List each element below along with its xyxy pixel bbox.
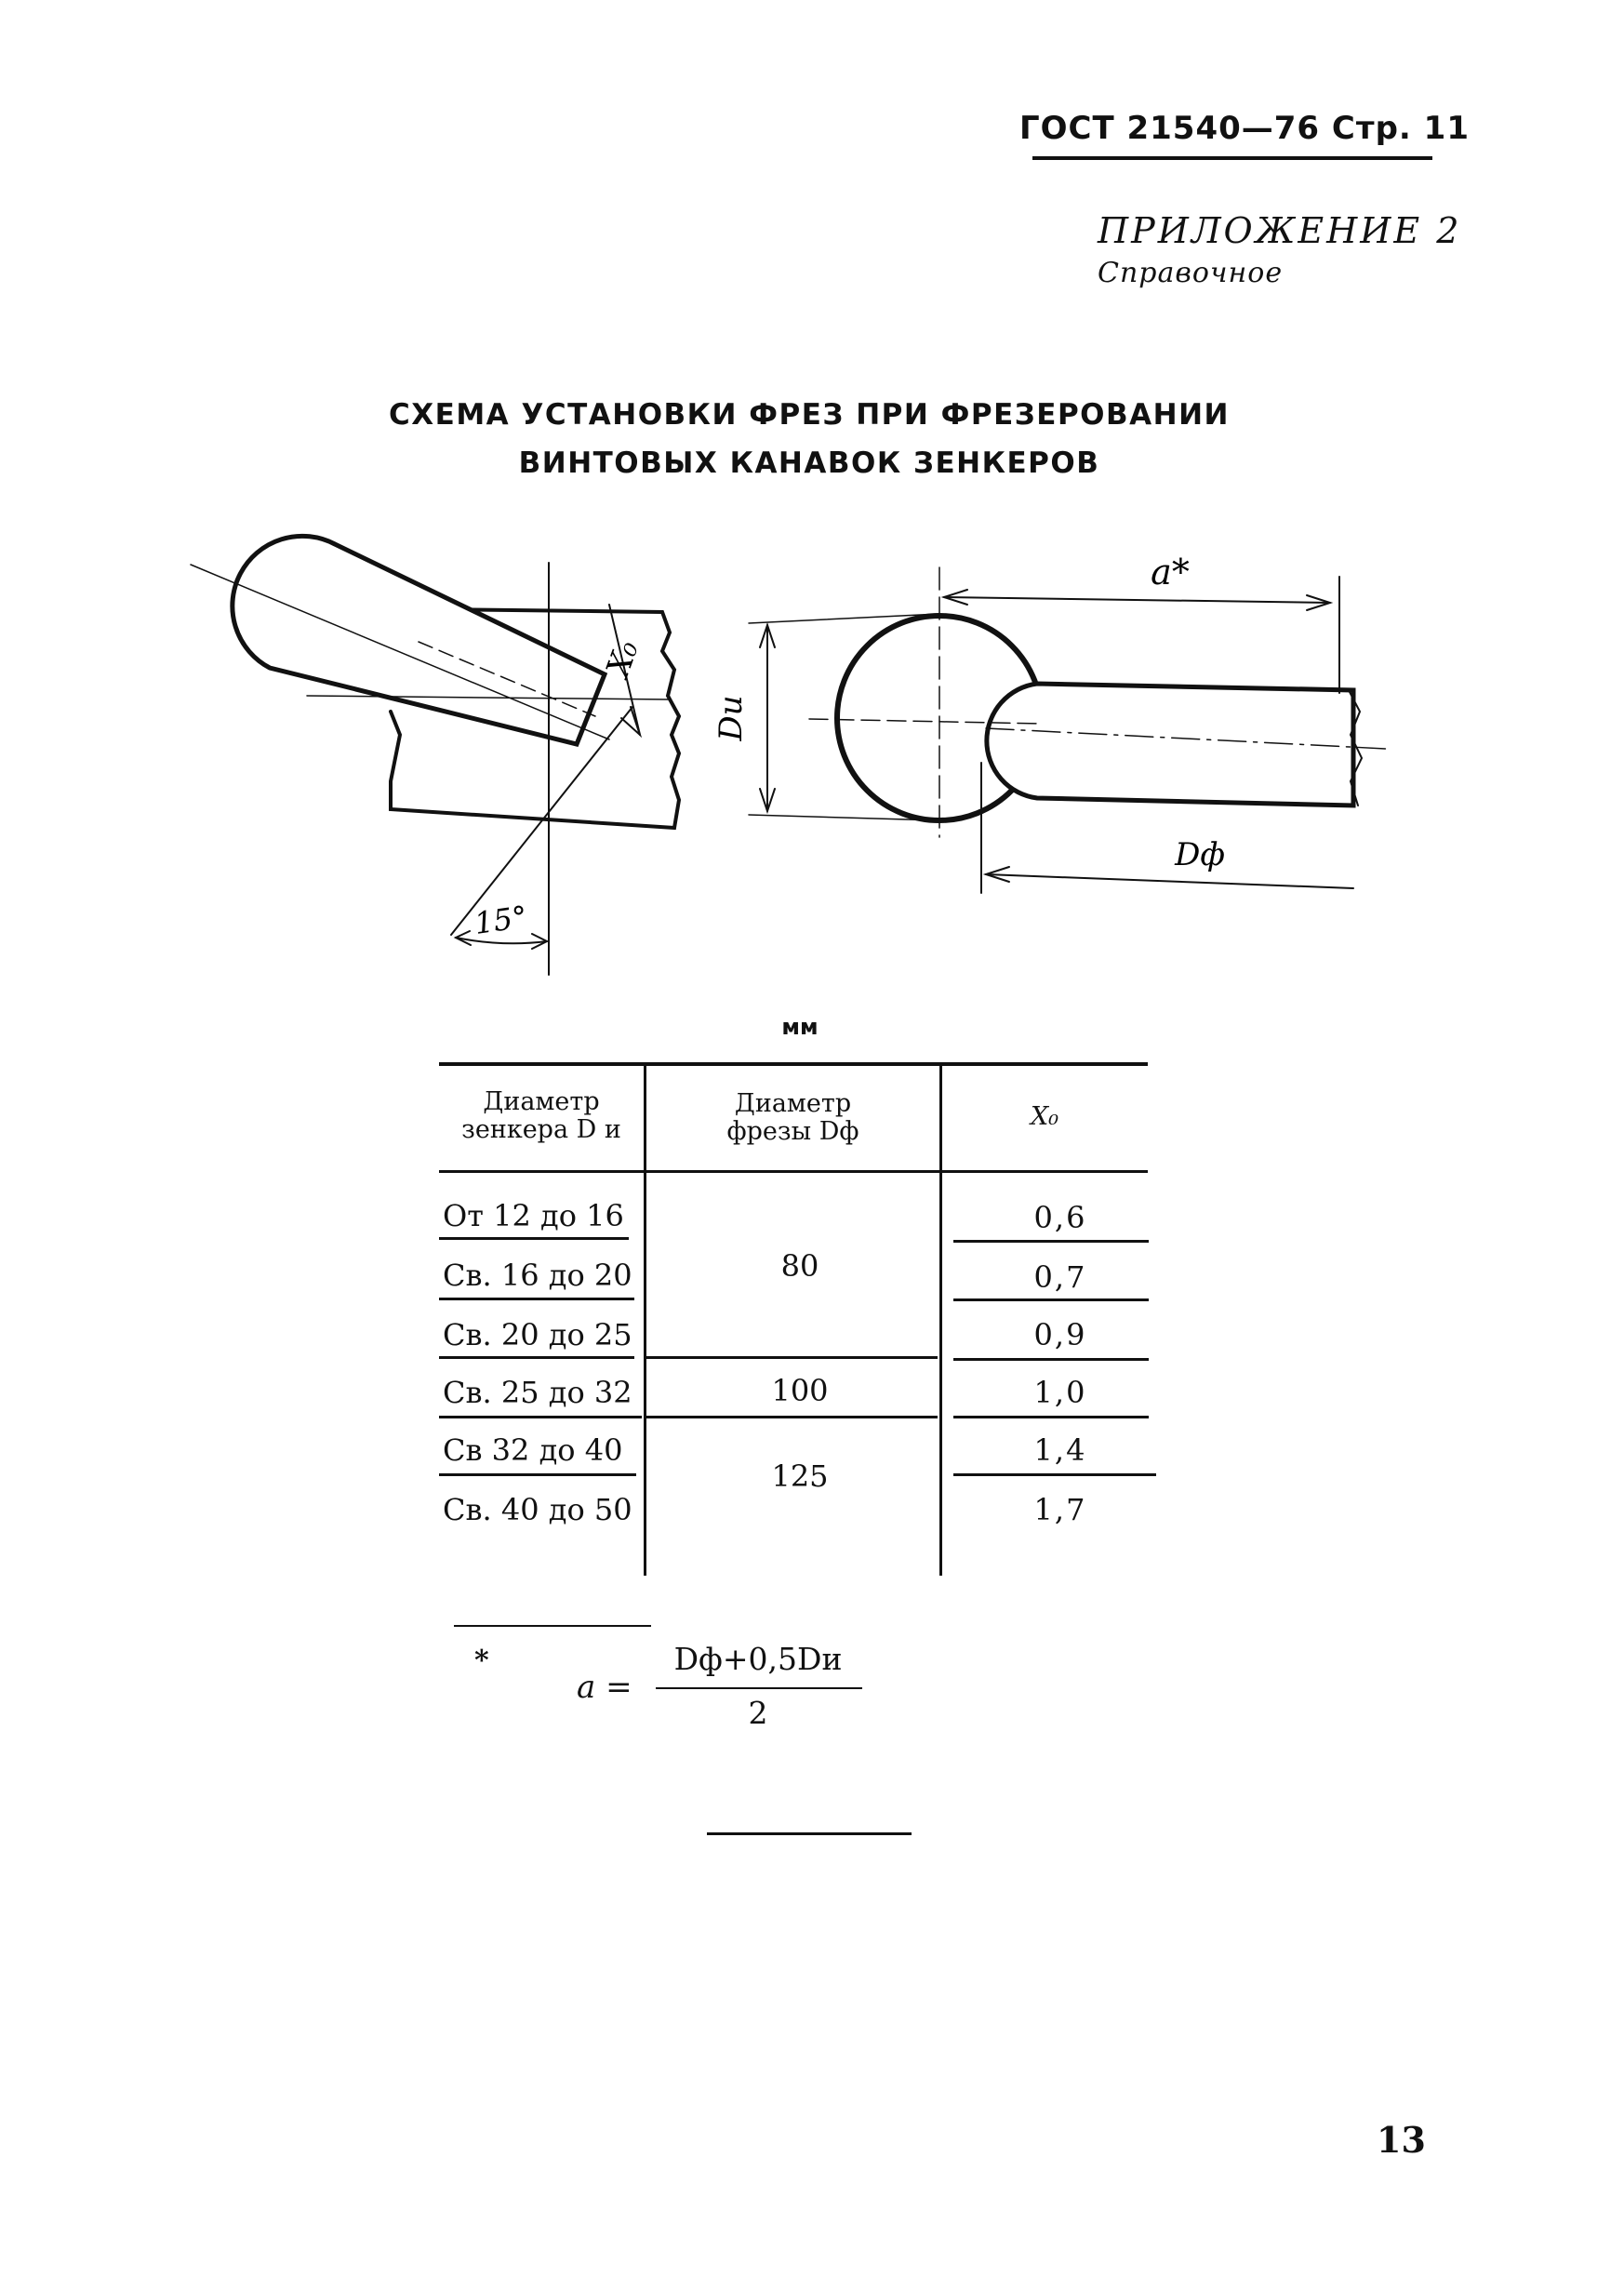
col1-rule-5 bbox=[439, 1473, 636, 1476]
table-cell-range: Св. 40 до 50 bbox=[443, 1492, 632, 1527]
table-cell-x0: 1,4 bbox=[1033, 1432, 1087, 1468]
table-top-rule bbox=[439, 1062, 1148, 1066]
du-label: Dи bbox=[712, 695, 750, 741]
header-col1-line1: Диаметр bbox=[483, 1087, 600, 1116]
footnote-fraction-bar bbox=[656, 1687, 862, 1689]
angle-arc bbox=[456, 938, 547, 943]
footnote-star: * bbox=[474, 1644, 489, 1677]
header-col3: X₀ bbox=[1030, 1102, 1059, 1131]
unit-label: мм bbox=[781, 1014, 819, 1040]
col3-rule-4 bbox=[953, 1416, 1149, 1418]
col3-rule-3 bbox=[953, 1358, 1149, 1361]
title-line-1: СХЕМА УСТАНОВКИ ФРЕЗ ПРИ ФРЕЗЕРОВАНИИ bbox=[389, 398, 1230, 432]
table-cell-range: Св. 16 до 20 bbox=[443, 1258, 632, 1293]
table-cell-range: Св 32 до 40 bbox=[443, 1432, 623, 1468]
table-cell-cutter: 100 bbox=[771, 1373, 829, 1408]
header-col1-line2: зенкера D и bbox=[461, 1115, 621, 1144]
table-header-rule bbox=[439, 1170, 1148, 1173]
table-cell-range: От 12 до 16 bbox=[443, 1198, 624, 1233]
table-cell-x0: 0,6 bbox=[1033, 1200, 1087, 1235]
header-col2 bbox=[646, 1090, 939, 1146]
table-cell-x0: 1,7 bbox=[1033, 1492, 1087, 1527]
document-header: ГОСТ 21540—76 Стр. 11 bbox=[1018, 110, 1470, 147]
a-label: a* bbox=[1151, 552, 1190, 593]
col2-rule-2 bbox=[646, 1416, 938, 1418]
df-dim-line bbox=[986, 874, 1353, 888]
angle-label: 15° bbox=[472, 899, 530, 941]
appendix-title: ПРИЛОЖЕНИЕ 2 bbox=[1098, 210, 1462, 251]
table-cell-cutter: 80 bbox=[780, 1248, 819, 1284]
end-rule bbox=[707, 1832, 912, 1835]
a-dim-line bbox=[944, 597, 1330, 603]
milling-setup-diagram bbox=[0, 0, 1624, 1005]
col3-rule-2 bbox=[953, 1298, 1149, 1301]
x0-label: X₀ bbox=[599, 635, 646, 682]
table-cell-x0: 0,9 bbox=[1033, 1317, 1087, 1352]
title-line-2: ВИНТОВЫХ КАНАВОК ЗЕНКЕРОВ bbox=[518, 446, 1100, 480]
cutter-right-body bbox=[987, 684, 1353, 806]
footnote-rule bbox=[454, 1625, 651, 1627]
table-cell-cutter: 125 bbox=[771, 1458, 829, 1494]
header-col2-line2: фрезы Dф bbox=[726, 1117, 859, 1146]
footnote-numerator: Dф+0,5Dи bbox=[673, 1641, 843, 1677]
table-cell-range: Св. 20 до 25 bbox=[443, 1317, 632, 1352]
col1-rule-1 bbox=[439, 1237, 629, 1240]
table-cell-x0: 1,0 bbox=[1033, 1375, 1087, 1410]
table-cell-x0: 0,7 bbox=[1033, 1259, 1087, 1295]
col2-rule-1 bbox=[646, 1356, 938, 1359]
col1-rule-2 bbox=[439, 1298, 634, 1300]
header-col1 bbox=[439, 1088, 644, 1144]
table-col-divider-2 bbox=[939, 1066, 942, 1576]
appendix-subtitle: Справочное bbox=[1098, 257, 1284, 289]
col3-rule-1 bbox=[953, 1240, 1149, 1243]
col1-rule-4 bbox=[439, 1416, 642, 1418]
col1-rule-3 bbox=[439, 1356, 634, 1359]
footnote-formula-lhs: a = bbox=[577, 1669, 632, 1706]
header-col2-line1: Диаметр bbox=[734, 1089, 852, 1118]
df-label: Dф bbox=[1175, 836, 1225, 873]
left-incline-line bbox=[451, 707, 632, 935]
table-cell-range: Св. 25 до 32 bbox=[443, 1375, 632, 1410]
col3-rule-5 bbox=[953, 1473, 1156, 1476]
footnote-denominator: 2 bbox=[748, 1695, 768, 1731]
page-number: 13 bbox=[1377, 2119, 1426, 2161]
